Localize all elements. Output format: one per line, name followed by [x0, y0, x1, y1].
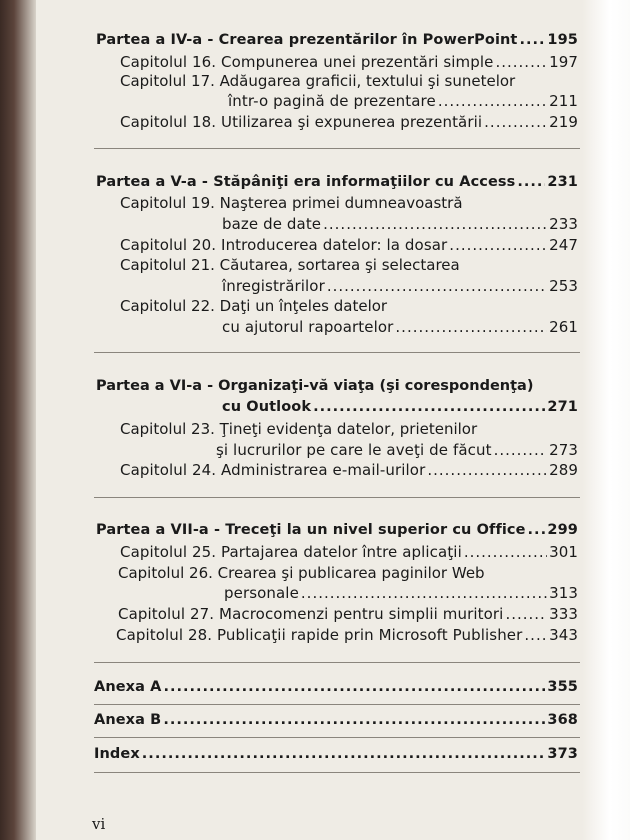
toc-chapter-title-cont: baze de date	[222, 215, 322, 233]
toc-appendix-title: Anexa A	[94, 679, 162, 695]
toc-chapter-title-cont: cu ajutorul rapoartelor	[222, 318, 394, 336]
toc-chapter-title-cont: înregistrărilor	[222, 277, 325, 295]
toc-leader-dots	[301, 584, 547, 602]
toc-page-number: 301	[549, 543, 578, 561]
section-divider	[94, 497, 580, 498]
toc-chapter-21-line1: Capitolul 21. Căutarea, sortarea şi selectarea	[120, 256, 460, 274]
toc-leader-dots	[517, 174, 545, 190]
toc-chapter-22	[222, 318, 578, 336]
toc-page-number: 313	[549, 584, 578, 602]
toc-chapter-21	[222, 277, 578, 295]
toc-leader-dots	[519, 32, 545, 48]
toc-chapter-19	[222, 215, 578, 233]
toc-chapter-25	[120, 543, 578, 561]
toc-leader-dots	[395, 318, 547, 336]
toc-chapter-title: Capitolul 20. Introducerea datelor: la dosar	[120, 236, 448, 254]
toc-chapter-16	[120, 53, 578, 71]
toc-chapter-title: Capitolul 16. Compunerea unei prezentări simple	[120, 53, 494, 71]
section-divider	[94, 704, 580, 705]
toc-anexa-a	[94, 679, 578, 695]
toc-page-number: 253	[549, 277, 578, 295]
toc-page-number: 211	[549, 92, 578, 110]
section-divider	[94, 737, 580, 738]
toc-page-number: 355	[547, 679, 578, 695]
toc-chapter-title: Capitolul 27. Macrocomenzi pentru simplii muritori	[118, 605, 504, 623]
section-divider	[94, 352, 580, 353]
toc-chapter-26	[224, 584, 578, 602]
toc-leader-dots	[313, 399, 545, 415]
toc-leader-dots	[505, 605, 547, 623]
toc-page-number: 231	[547, 174, 578, 190]
toc-chapter-27	[118, 605, 578, 623]
toc-part-title: Partea a V-a - Stăpâniţi era informaţiilor cu Access	[96, 174, 516, 190]
page-folio: vi	[92, 815, 106, 833]
toc-page-number: 299	[547, 522, 578, 538]
toc-page-number: 273	[549, 441, 578, 459]
toc-page-number: 271	[547, 399, 578, 415]
section-divider	[94, 772, 580, 773]
book-gutter-shadow	[0, 0, 36, 840]
toc-page-number: 233	[549, 215, 578, 233]
toc-chapter-23-line1: Capitolul 23. Ţineţi evidenţa datelor, prietenilor	[120, 420, 478, 438]
toc-part-6	[222, 399, 578, 415]
toc-chapter-28	[116, 626, 578, 644]
toc-page-number: 368	[547, 712, 578, 728]
toc-leader-dots	[484, 113, 547, 131]
toc-page-number: 333	[549, 605, 578, 623]
toc-page-number: 219	[549, 113, 578, 131]
section-divider	[94, 148, 580, 149]
toc-page-number: 373	[547, 746, 578, 762]
toc-leader-dots	[524, 626, 547, 644]
toc-chapter-19-line1: Capitolul 19. Naşterea primei dumneavoastră	[120, 194, 463, 212]
toc-part-title: Partea a IV-a - Crearea prezentărilor în PowerPoint	[96, 32, 518, 48]
toc-chapter-title-cont: şi lucrurilor pe care le aveţi de făcut	[216, 441, 492, 459]
toc-leader-dots	[427, 461, 547, 479]
toc-part-5	[96, 174, 578, 190]
toc-chapter-22-line1: Capitolul 22. Daţi un înţeles datelor	[120, 297, 388, 315]
toc-leader-dots	[464, 543, 547, 561]
toc-part-6-line1: Partea a VI-a - Organizaţi-vă viaţa (şi corespondenţa)	[96, 378, 534, 394]
toc-leader-dots	[528, 522, 546, 538]
toc-chapter-title-cont: într-o pagină de prezentare	[228, 92, 436, 110]
toc-page-number: 195	[547, 32, 578, 48]
toc-index	[94, 746, 578, 762]
toc-chapter-17-line1: Capitolul 17. Adăugarea graficii, textului şi sunetelor	[120, 72, 516, 90]
toc-leader-dots	[164, 679, 546, 695]
toc-chapter-18	[120, 113, 578, 131]
toc-part-4	[96, 32, 578, 48]
toc-chapter-20	[120, 236, 578, 254]
toc-part-title-cont: cu Outlook	[222, 399, 312, 415]
toc-leader-dots	[327, 277, 547, 295]
page-edge-right	[582, 0, 630, 840]
toc-leader-dots	[449, 236, 547, 254]
toc-anexa-b	[94, 712, 578, 728]
toc-chapter-title-cont: personale	[224, 584, 299, 602]
toc-chapter-title: Capitolul 28. Publicaţii rapide prin Microsoft Publisher	[116, 626, 523, 644]
toc-page-number: 343	[549, 626, 578, 644]
toc-page-number: 197	[549, 53, 578, 71]
toc-index-title: Index	[94, 746, 140, 762]
toc-part-title: Partea a VII-a - Treceţi la un nivel superior cu Office	[96, 522, 526, 538]
toc-chapter-title: Capitolul 18. Utilizarea şi expunerea prezentării	[120, 113, 483, 131]
toc-leader-dots	[163, 712, 545, 728]
toc-page-number: 289	[549, 461, 578, 479]
toc-leader-dots	[438, 92, 547, 110]
toc-chapter-24	[120, 461, 578, 479]
toc-page-number: 247	[549, 236, 578, 254]
toc-page-number: 261	[549, 318, 578, 336]
toc-leader-dots	[495, 53, 547, 71]
section-divider	[94, 662, 580, 663]
toc-chapter-23	[216, 441, 578, 459]
toc-chapter-17	[228, 92, 578, 110]
toc-chapter-26-line1: Capitolul 26. Crearea şi publicarea paginilor Web	[118, 564, 485, 582]
toc-leader-dots	[142, 746, 546, 762]
toc-part-7	[96, 522, 578, 538]
toc-chapter-title: Capitolul 24. Administrarea e-mail-urilor	[120, 461, 426, 479]
toc-chapter-title: Capitolul 25. Partajarea datelor între aplicaţii	[120, 543, 462, 561]
toc-leader-dots	[494, 441, 548, 459]
toc-leader-dots	[323, 215, 547, 233]
toc-appendix-title: Anexa B	[94, 712, 162, 728]
